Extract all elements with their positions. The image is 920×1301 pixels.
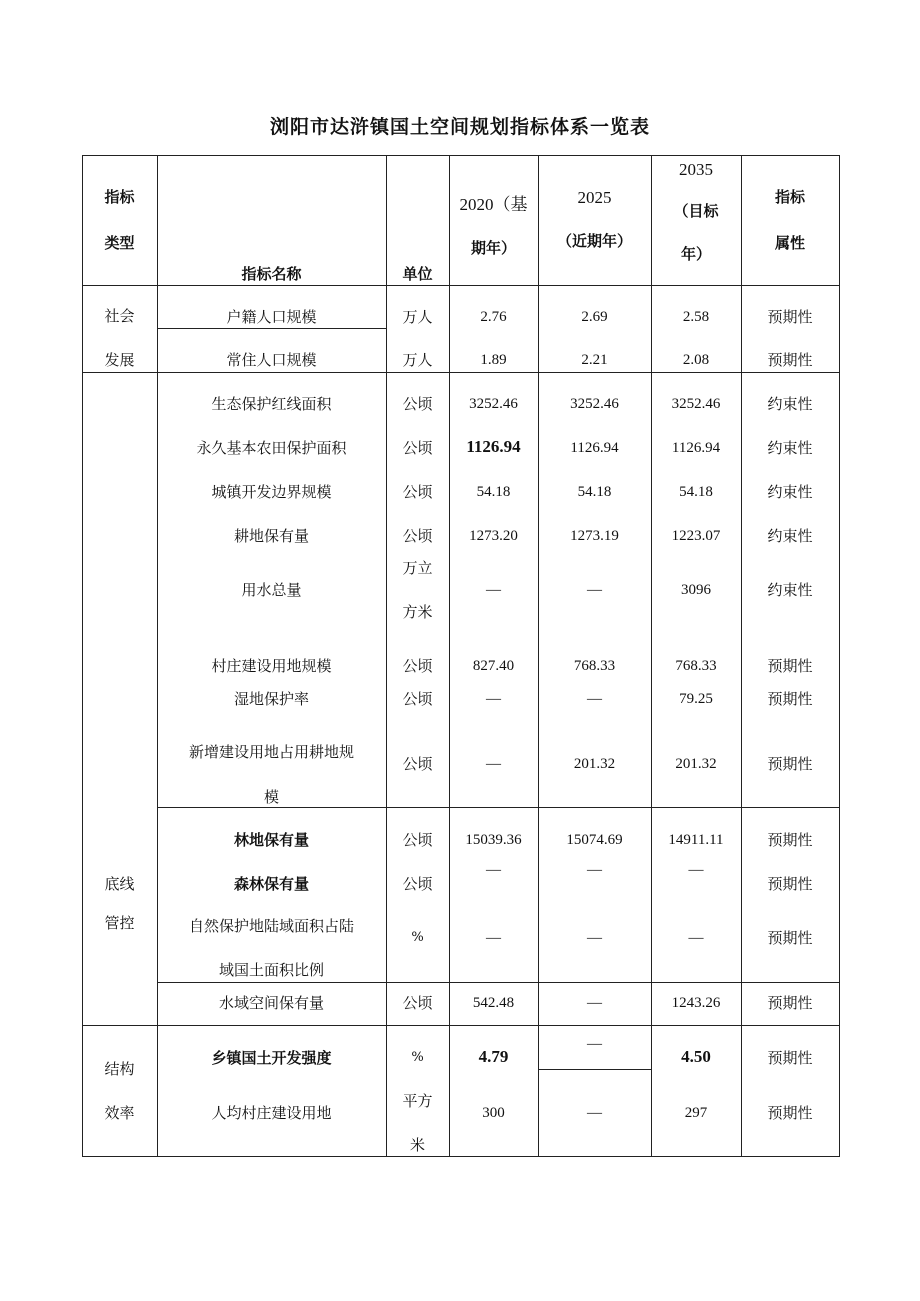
indicator-name: 生态保护红线面积 (211, 395, 332, 413)
value-2025: 3252.46 (570, 396, 619, 412)
indicator-attribute: 约束性 (767, 581, 813, 599)
indicator-name: 森林保有量 (233, 875, 309, 893)
group-label-baseline: 管控 (104, 914, 135, 932)
header-type: 类型 (104, 234, 135, 252)
indicator-unit: 公顷 (402, 690, 433, 708)
value-2025: — (587, 930, 602, 946)
indicator-name: 用水总量 (241, 581, 302, 599)
value-2025: — (587, 691, 602, 707)
header-2035: 年） (680, 245, 711, 263)
indicator-attribute: 预期性 (767, 994, 813, 1012)
value-2035: 1243.26 (671, 995, 721, 1011)
indicator-name: 林地保有量 (233, 831, 309, 849)
row-divider (157, 807, 839, 808)
indicator-unit: 公顷 (402, 439, 433, 457)
indicator-attribute: 约束性 (767, 395, 813, 413)
group-label-structure: 结构 (104, 1060, 135, 1078)
indicator-unit: 公顷 (402, 875, 433, 893)
value-2020: 3252.46 (469, 396, 518, 412)
indicator-unit: 公顷 (402, 994, 433, 1012)
value-2020: 1126.94 (466, 437, 521, 456)
value-2020: 300 (482, 1105, 505, 1121)
value-2035: 79.25 (679, 691, 713, 707)
indicator-attribute: 预期性 (767, 657, 813, 675)
table-border-top (82, 155, 839, 156)
indicator-unit: % (411, 930, 424, 945)
row-divider (157, 982, 839, 983)
value-2020: — (486, 930, 501, 946)
indicator-unit: 公顷 (402, 755, 433, 773)
group-divider (82, 372, 839, 373)
indicator-attribute: 预期性 (767, 351, 813, 369)
value-2025: 2.69 (581, 309, 608, 325)
indicator-unit: 万立 (402, 559, 433, 577)
indicator-attribute: 预期性 (767, 755, 813, 773)
value-2025: 201.32 (573, 756, 616, 772)
value-2020: — (486, 862, 501, 878)
indicator-unit: % (411, 1050, 424, 1065)
row-divider (157, 328, 386, 329)
value-2025: 768.33 (573, 658, 616, 674)
value-2020: — (486, 756, 501, 772)
indicator-name: 模 (263, 788, 279, 806)
indicator-attribute: 预期性 (767, 1049, 813, 1067)
value-2020: 54.18 (476, 484, 511, 500)
indicator-name: 乡镇国土开发强度 (211, 1049, 332, 1067)
indicator-name: 自然保护地陆域面积占陆 (188, 917, 354, 935)
header-type: 指标 (104, 188, 135, 206)
indicator-unit: 公顷 (402, 527, 433, 545)
indicator-name: 耕地保有量 (233, 527, 309, 545)
value-2020: 827.40 (472, 658, 515, 674)
value-2025: 2.21 (581, 352, 608, 368)
indicator-name: 湿地保护率 (233, 690, 309, 708)
value-2025: 54.18 (577, 484, 612, 500)
indicator-name: 永久基本农田保护面积 (196, 439, 347, 457)
header-attr: 指标 (774, 188, 805, 206)
value-2035: 3096 (681, 582, 711, 598)
indicator-unit: 平方 (402, 1092, 433, 1110)
header-2025: 2025 (577, 188, 612, 207)
value-2035: 14911.11 (668, 832, 724, 848)
value-2025: — (587, 1036, 602, 1052)
table-border-bottom (82, 1156, 839, 1157)
value-2020: 4.79 (478, 1047, 509, 1066)
value-2035: 4.50 (681, 1047, 711, 1066)
group-label-structure: 效率 (104, 1104, 135, 1122)
indicator-unit: 公顷 (402, 395, 433, 413)
header-2035: （目标 (673, 202, 719, 220)
value-2020: 2.76 (480, 309, 507, 325)
header-2020: 期年） (470, 239, 516, 257)
value-2025: — (587, 995, 602, 1011)
value-2025: — (587, 1105, 602, 1121)
header-2025: （近期年） (556, 232, 632, 250)
value-2025: — (587, 582, 602, 598)
indicator-unit: 公顷 (402, 831, 433, 849)
value-2035: 2.08 (682, 352, 710, 368)
indicator-attribute: 约束性 (767, 483, 813, 501)
indicator-attribute: 预期性 (767, 929, 813, 947)
indicator-name: 城镇开发边界规模 (211, 483, 332, 501)
indicator-attribute: 约束性 (767, 439, 813, 457)
indicator-name: 人均村庄建设用地 (211, 1104, 332, 1122)
group-label-social: 发展 (104, 351, 135, 369)
indicator-name: 水域空间保有量 (218, 994, 324, 1012)
indicator-attribute: 预期性 (767, 690, 813, 708)
value-2035: 201.32 (675, 756, 717, 772)
indicator-unit: 万人 (402, 308, 433, 326)
value-2035: — (688, 930, 704, 946)
indicator-name: 户籍人口规模 (226, 308, 317, 326)
table-border-right (839, 155, 840, 1157)
header-name: 指标名称 (241, 265, 302, 283)
group-label-baseline: 底线 (104, 875, 135, 893)
value-2035: 297 (684, 1105, 708, 1121)
value-2035: 3252.46 (671, 396, 721, 412)
value-2020: — (486, 691, 501, 707)
indicator-name: 域国土面积比例 (218, 961, 324, 979)
indicator-attribute: 预期性 (767, 875, 813, 893)
value-2025: 1273.19 (570, 528, 619, 544)
indicator-attribute: 预期性 (767, 1104, 813, 1122)
value-2020: 15039.36 (465, 832, 522, 848)
value-2035: 54.18 (679, 484, 713, 500)
value-2020: 542.48 (472, 995, 515, 1011)
value-2035: — (688, 862, 704, 878)
value-2025: 1126.94 (570, 440, 619, 456)
value-2025: — (587, 862, 602, 878)
header-unit: 单位 (402, 265, 433, 283)
header-2035: 2035 (679, 160, 713, 179)
indicator-unit: 万人 (402, 351, 433, 369)
value-2035: 1223.07 (671, 528, 721, 544)
value-2025: 15074.69 (566, 832, 623, 848)
value-2020: — (486, 582, 501, 598)
value-2035: 2.58 (682, 309, 710, 325)
indicator-attribute: 约束性 (767, 527, 813, 545)
indicator-name: 新增建设用地占用耕地规 (188, 743, 354, 761)
group-label-social: 社会 (104, 307, 135, 325)
indicator-unit: 米 (409, 1136, 425, 1154)
header-2020: 2020（基 (459, 195, 528, 214)
header-attr: 属性 (774, 234, 805, 252)
indicator-unit: 公顷 (402, 483, 433, 501)
indicator-attribute: 预期性 (767, 308, 813, 326)
value-2035: 1126.94 (671, 440, 721, 456)
value-2035: 768.33 (675, 658, 717, 674)
indicator-name: 常住人口规模 (226, 351, 317, 369)
header-divider (82, 285, 839, 286)
indicator-attribute: 预期性 (767, 831, 813, 849)
page-title: 浏阳市达浒镇国土空间规划指标体系一览表 (269, 116, 650, 138)
indicator-unit: 公顷 (402, 657, 433, 675)
value-2020: 1273.20 (469, 528, 518, 544)
value-2020: 1.89 (480, 352, 507, 368)
indicator-name: 村庄建设用地规模 (211, 657, 332, 675)
indicator-unit: 方米 (402, 603, 433, 621)
group-divider (82, 1025, 839, 1026)
row-divider (538, 1069, 651, 1070)
